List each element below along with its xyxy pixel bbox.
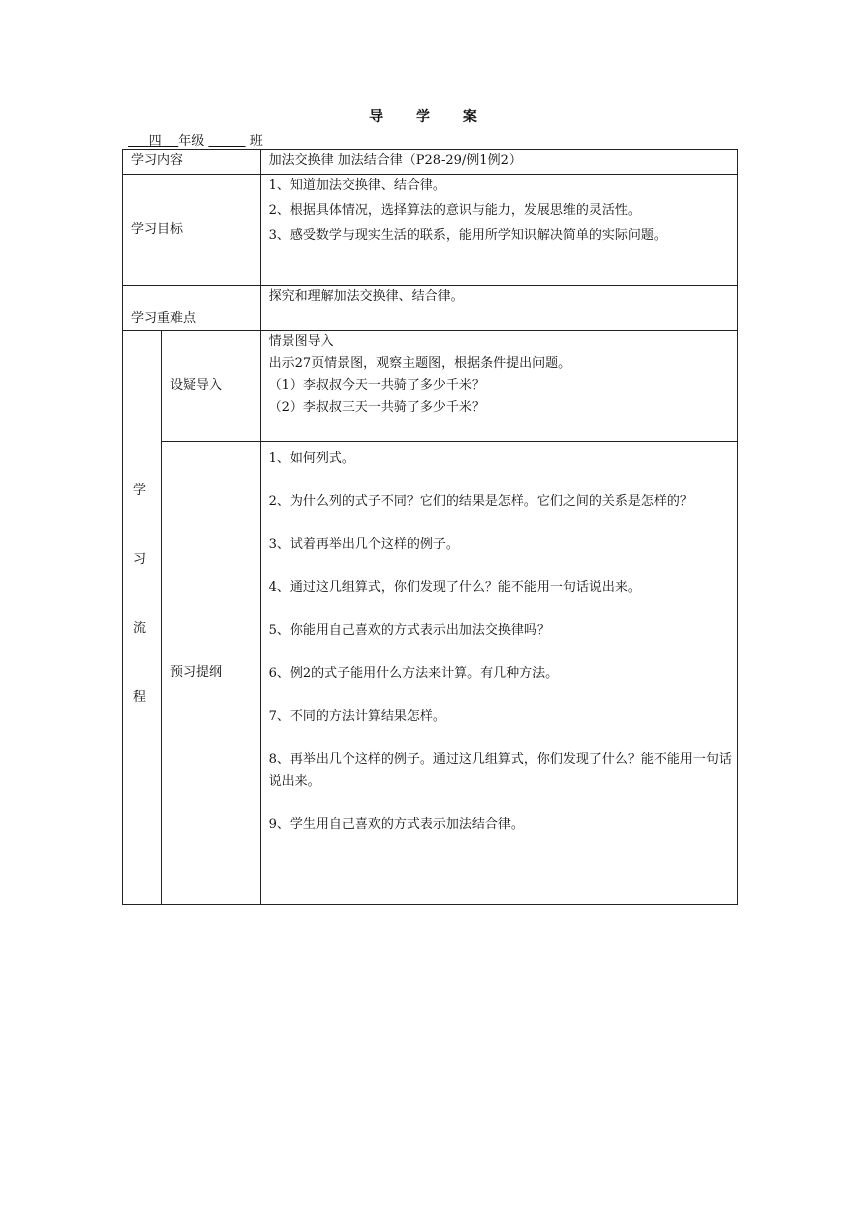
label-study-content: 学习内容: [123, 150, 261, 175]
grade-suffix: 年级: [178, 134, 205, 149]
goal-item: 2、根据具体情况，选择算法的意识与能力，发展思维的灵活性。: [268, 203, 641, 218]
process-char: 学: [133, 482, 147, 498]
intro-line: 出示27页情景图，观察主题图，根据条件提出问题。: [268, 356, 572, 371]
class-suffix: 班: [249, 134, 263, 149]
process-char: 习: [133, 551, 147, 567]
outline-item: 1、如何列式。: [268, 451, 355, 466]
row-key-points: [123, 286, 738, 331]
goal-item: 1、知道加法交换律、结合律。: [268, 178, 446, 193]
value-study-goals: [260, 175, 737, 286]
label-outline: 预习提纲: [162, 442, 261, 905]
value-study-content: 加法交换律 加法结合律（P28-29/例1例2）: [260, 150, 737, 175]
row-intro: [123, 331, 738, 442]
intro-line: 情景图导入: [268, 334, 334, 349]
label-study-goals: 学习目标: [123, 175, 261, 286]
outline-item: 8、再举出几个这样的例子。通过这几组算式，你们发现了什么？能不能用一句话说出来。: [268, 752, 732, 789]
class-blank[interactable]: [208, 134, 245, 149]
outline-item: 9、学生用自己喜欢的方式表示加法结合律。: [268, 817, 524, 832]
label-study-process: [123, 331, 162, 905]
process-char: 程: [133, 689, 147, 705]
label-intro: 设疑导入: [162, 331, 261, 442]
grade-class-line: [128, 130, 263, 149]
page-title: 导 学 案: [369, 109, 491, 125]
row-outline: [123, 442, 738, 905]
row-study-content: [123, 150, 738, 175]
outline-item: 2、为什么列的式子不同？它们的结果是怎样。它们之间的关系是怎样的？: [268, 494, 693, 509]
outline-item: 4、通过这几组算式，你们发现了什么？能不能用一句话说出来。: [268, 580, 641, 595]
outline-item: 5、你能用自己喜欢的方式表示出加法交换律吗？: [268, 623, 550, 638]
value-intro: [260, 331, 737, 442]
process-char: 流: [133, 620, 147, 636]
intro-line: （2）李叔叔三天一共骑了多少千米？: [268, 400, 485, 415]
value-outline: [260, 442, 737, 905]
intro-line: （1）李叔叔今天一共骑了多少千米？: [268, 378, 485, 393]
outline-item: 7、不同的方法计算结果怎样。: [268, 709, 446, 724]
study-plan-table: [122, 149, 738, 905]
row-study-goals: [123, 175, 738, 286]
outline-item: 6、例2的式子能用什么方法来计算。有几种方法。: [268, 666, 559, 681]
outline-item: 3、试着再举出几个这样的例子。: [268, 537, 459, 552]
goal-item: 3、感受数学与现实生活的联系，能用所学知识解决简单的实际问题。: [268, 228, 667, 243]
value-key-points: 探究和理解加法交换律、结合律。: [260, 286, 737, 331]
grade-value[interactable]: 四: [148, 134, 162, 149]
label-key-points: 学习重难点: [123, 286, 261, 331]
